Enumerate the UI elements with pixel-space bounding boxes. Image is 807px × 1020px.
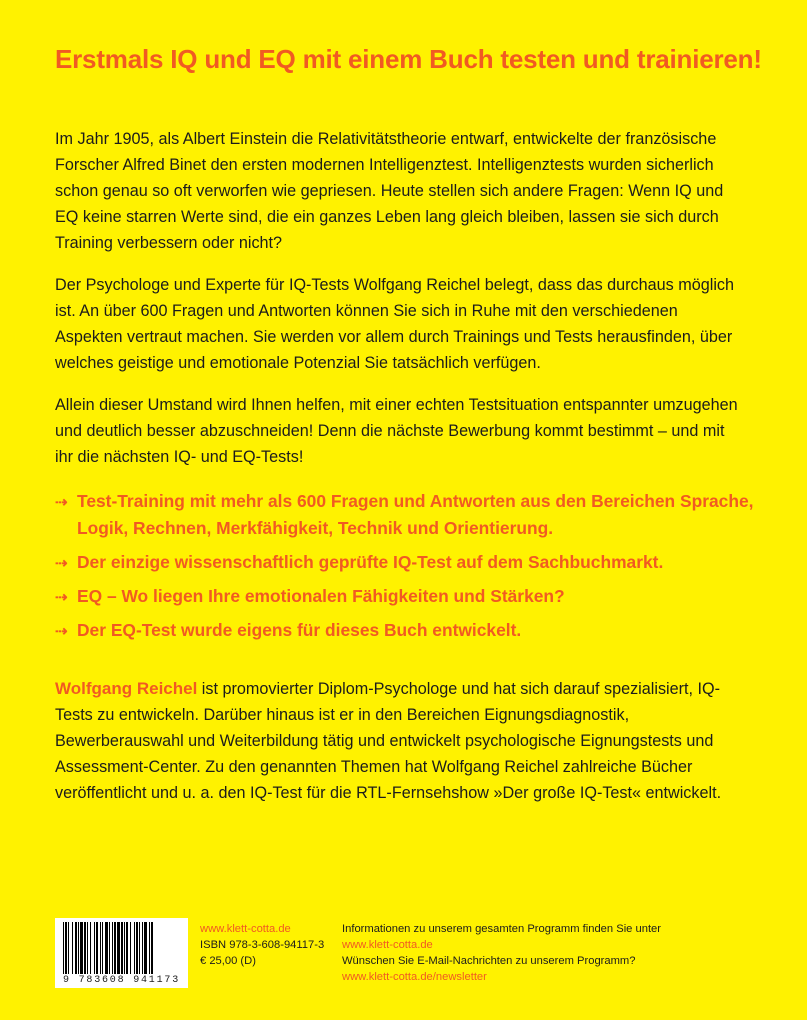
barcode-bar [65,922,67,974]
barcode-bar [117,922,120,974]
feature-list [55,488,755,651]
barcode-bar [63,922,64,974]
barcode-bar [87,922,88,974]
barcode-bar [84,922,86,974]
feature-text: Test-Training mit mehr als 600 Fragen und Antworten aus den Bereichen Sprache, Logik, Rechnen, Merkfähigkeit, Technik und Orientierung. [77,491,754,538]
feature-text: Der EQ-Test wurde eigens für dieses Buch entwickelt. [77,620,522,640]
dotted-arrow-icon: ⇢ [55,623,68,640]
barcode-bar [105,922,108,974]
barcode-bar [109,922,110,974]
barcode-bar [90,922,91,974]
barcode-bar [144,922,147,974]
barcode-bar [130,922,131,974]
newsletter-line: Wünschen Sie E-Mail-Nachrichten zu unserem Programm? [342,955,636,967]
headline: Erstmals IQ und EQ mit einem Buch testen und trainieren! [55,44,762,74]
feature-item [55,583,755,610]
newsletter-url[interactable]: www.klett-cotta.de/newsletter [342,971,487,983]
barcode-bar [136,922,138,974]
info-line: Informationen zu unserem gesamten Programm finden Sie unter [342,923,662,935]
author-name: Wolfgang Reichel [55,679,198,698]
book-meta [200,921,324,969]
barcode-bar [68,922,69,974]
barcode-bar [72,922,73,974]
barcode-bar [75,922,77,974]
feature-text: EQ – Wo liegen Ihre emotionalen Fähigkeiten und Stärken? [77,586,565,606]
website-link[interactable]: www.klett-cotta.de [200,923,291,935]
barcode-bar [126,922,128,974]
author-bio [55,676,755,806]
info-url[interactable]: www.klett-cotta.de [342,939,433,951]
barcode-bar [124,922,125,974]
barcode-bar [151,922,153,974]
feature-item [55,617,755,644]
barcode-bar [102,922,103,974]
author-bio-text: ist promovierter Diplom-Psychologe und hat sich darauf spezialisiert, IQ-Tests zu entwickeln. Darüber hinaus ist er in den Bereichen Eignungsdiagnostik, Bewerberauswahl und Weiterbildung tätig und entwickelt psychologische Eignungstests und Assessment-Center. Zu den genannten Themen hat Wolfgang Reichel zahlreiche Bücher veröffentlicht und u. a. den IQ-Test für die RTL-Fernsehshow »Der große IQ-Test« entwickelt. [55,680,722,802]
barcode-bar [94,922,95,974]
barcode-bar [100,922,101,974]
feature-item [55,488,755,542]
barcode-bar [149,922,150,974]
barcode-number: 9 783608 941173 [62,975,180,986]
barcode-bar [142,922,143,974]
feature-text: Der einzige wissenschaftlich geprüfte IQ-Test auf dem Sachbuchmarkt. [77,552,664,572]
barcode-bar [112,922,113,974]
description [55,126,745,486]
dotted-arrow-icon: ⇢ [55,589,68,606]
barcode [55,918,188,988]
barcode-bar [134,922,135,974]
feature-item [55,549,755,576]
barcode-bar [114,922,116,974]
price: € 25,00 (D) [200,955,256,967]
barcode-bar [96,922,98,974]
paragraph-2: Der Psychologe und Experte für IQ-Tests Wolfgang Reichel belegt, dass das durchaus möglich ist. An über 600 Fragen und Antworten können Sie sich in Ruhe mit den verschiedenen Aspekten vertraut machen. Sie werden vor allem durch Trainings und Tests herausfinden, über welches geistige und emotionale Potenzial Sie tatsächlich verfügen. [55,276,735,372]
dotted-arrow-icon: ⇢ [55,555,68,572]
publisher-info [342,921,661,985]
barcode-bar [78,922,79,974]
isbn: ISBN 978-3-608-94117-3 [200,939,325,951]
barcode-bar [139,922,140,974]
dotted-arrow-icon: ⇢ [55,494,68,511]
paragraph-3: Allein dieser Umstand wird Ihnen helfen, mit einer echten Testsituation entspannter umzugehen und deutlich besser abzuschneiden! Denn die nächste Bewerbung kommt bestimmt – und mit ihr die nächsten IQ- und EQ-Tests! [55,396,738,466]
barcode-bars [55,918,188,976]
barcode-bar [80,922,83,974]
paragraph-1: Im Jahr 1905, als Albert Einstein die Relativitätstheorie entwarf, entwickelte der französische Forscher Alfred Binet den ersten modernen Intelligenztest. Intelligenztests wurden sicherlich schon genau so oft verworfen wie gepriesen. Heute stellen sich andere Fragen: Wenn IQ und EQ keine starren Werte sind, die ein ganzes Leben lang gleich bleiben, lassen sie sich durch Training verbessern oder nicht? [55,130,724,252]
barcode-bar [121,922,123,974]
